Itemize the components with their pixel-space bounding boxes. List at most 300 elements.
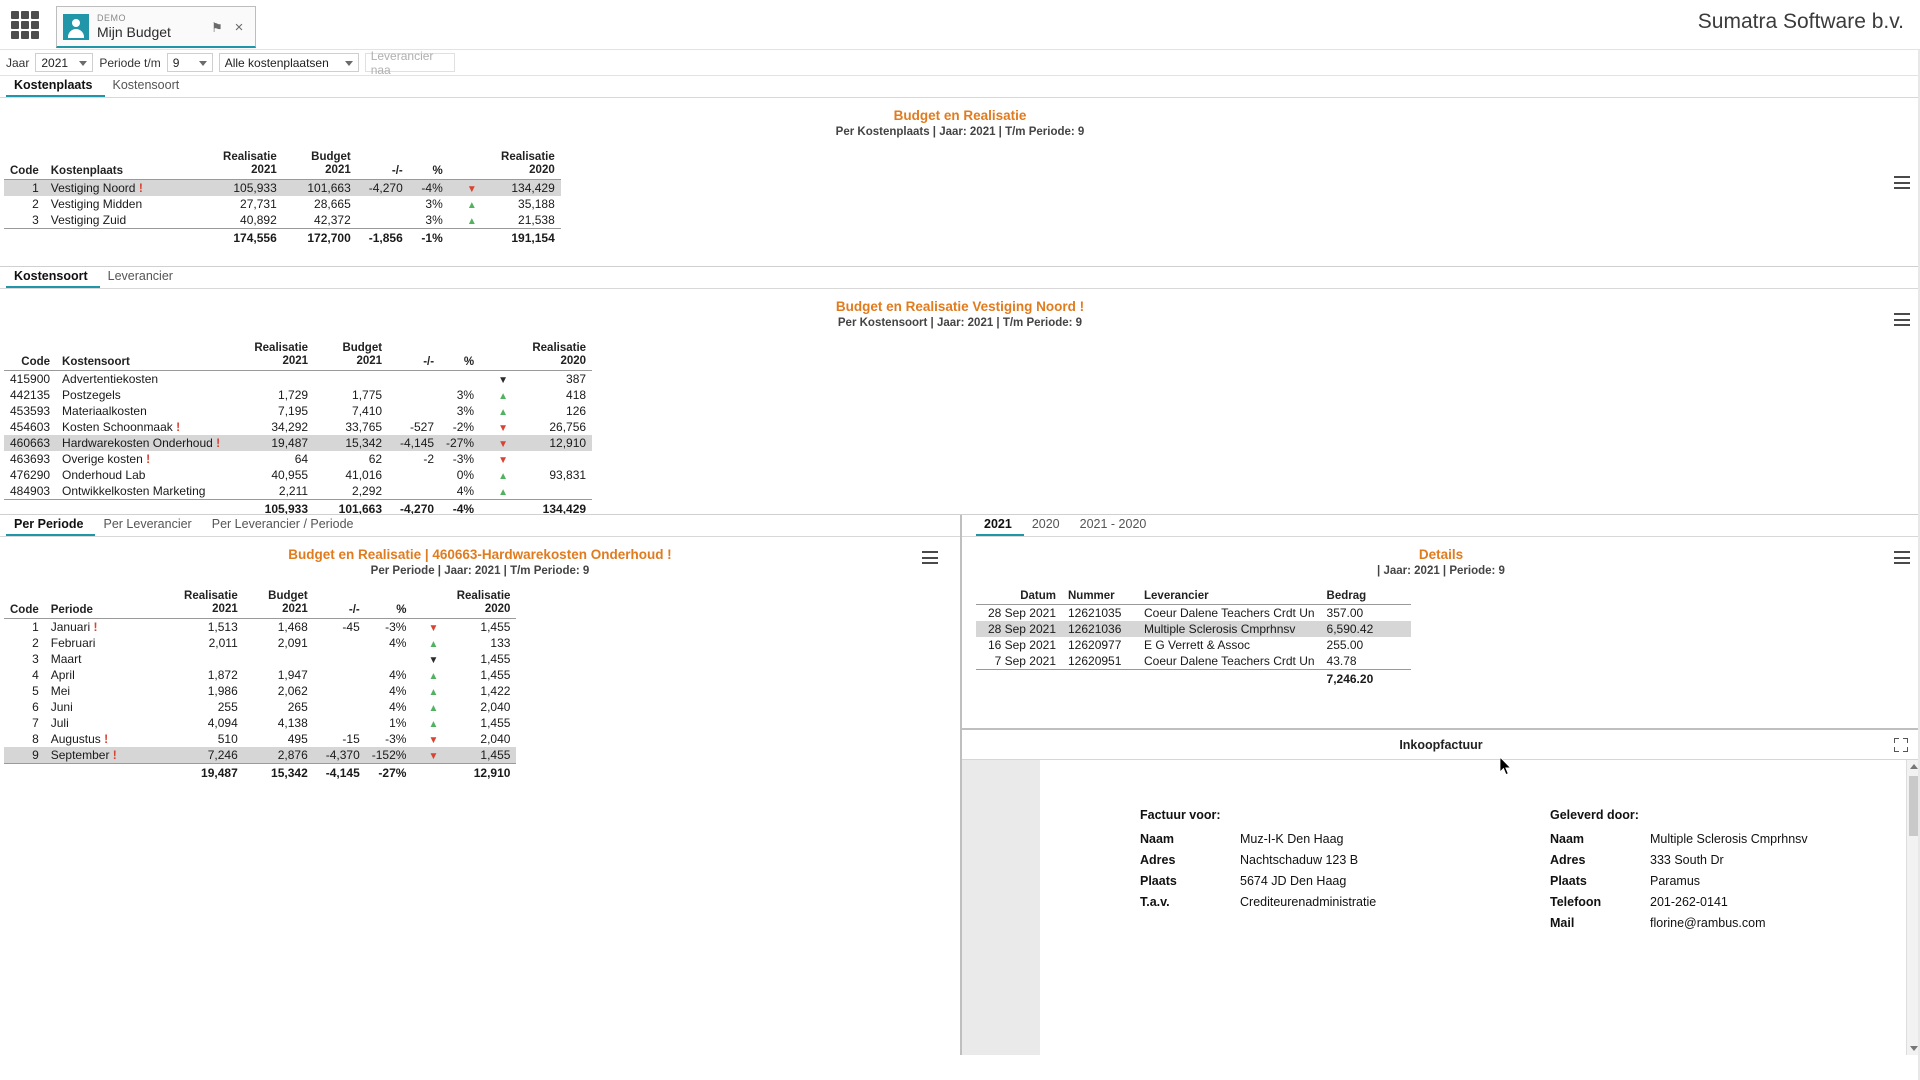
table-row[interactable] [4,435,592,451]
cell-diff: -2 [423,452,435,467]
cell-pct: 3% [456,404,475,419]
cell-code: 2 [32,197,39,212]
cell-budget-2021: 4,138 [277,716,308,731]
invoice-field-value: Multiple Sclerosis Cmprhnsv [1650,832,1808,846]
cell-datum: 7 Sep 2021 [994,654,1056,668]
cell-code: 453593 [10,404,51,419]
year-value: 2021 [41,55,69,70]
cell-budget-2021: 1,468 [277,620,308,635]
cell-total-pct: -27% [366,764,413,782]
invoice-field-label: Telefoon [1550,895,1602,909]
cell-total-realisatie-2021: 174,556 [205,229,283,247]
cell-budget-2021: 33,765 [345,420,383,435]
cell-budget-2021: 2,091 [277,636,308,651]
period-select[interactable] [167,53,213,72]
section3-menu-icon[interactable] [922,551,938,564]
cell-pct [440,371,480,388]
cell-diff [357,196,409,212]
cell-code: 2 [32,636,39,651]
scroll-up-icon[interactable] [1910,764,1918,769]
supplier-search-input[interactable] [365,48,455,77]
cell-realisatie-2020 [514,483,592,500]
cell-realisatie-2021: 255 [217,700,238,715]
cell-code: 4 [32,668,39,683]
table-row[interactable] [4,747,516,764]
table-row[interactable] [4,651,516,667]
cell-leverancier: Coeur Dalene Teachers Crdt Un [1144,654,1315,668]
cell-realisatie-2021: 4,094 [207,716,238,731]
cell-diff [388,403,440,419]
cell-pct: 3% [425,197,443,212]
cell-diff: -4,270 [357,180,409,197]
invoice-deliveredby-row [1550,916,1880,930]
invoice-billto-row [1140,853,1470,867]
trend-icon-up [449,196,483,212]
cell-budget-2021 [244,651,314,667]
cell-code: 460663 [4,435,56,451]
table-row[interactable] [4,483,592,500]
cell-realisatie-2020: 12,910 [514,435,592,451]
alert-icon: ! [138,181,143,196]
demo-label: DEMO [97,13,126,24]
cell-datum: 28 Sep 2021 [976,621,1062,637]
cell-code: 9 [4,747,45,764]
col-real-2020-top: Realisatie [456,590,511,602]
trend-icon-up [412,699,444,715]
col-budget-2021 [314,341,388,371]
col-budget-2021 [283,150,357,180]
title-bar [0,0,1920,50]
cell-total-bedrag: 7,246.20 [1321,670,1411,688]
cell-budget-2021: 1,947 [277,668,308,683]
cell-diff [314,635,366,651]
invoice-page [1040,760,1920,1055]
cell-diff [314,715,366,731]
cell-name: Hardwarekosten Onderhoud ! [56,435,236,451]
cell-nummer: 12620951 [1068,654,1122,668]
expand-icon[interactable] [1894,738,1908,752]
col-real-2021-bot: 2021 [251,164,277,177]
trend-icon-flat [412,651,444,667]
col-budget-2021-top: Budget [268,590,308,602]
cell-name: Materiaalkosten [62,404,147,419]
cell-bedrag: 357.00 [1326,606,1364,620]
section2-title: Budget en Realisatie Vestiging Noord ! [835,299,1085,314]
cell-pct: 1% [389,716,407,731]
costtype-table-body [4,371,592,518]
cell-total-realisatie-2020: 12,910 [444,764,516,782]
cell-total-code [4,764,45,782]
cell-pct: -4% [409,180,449,197]
cell-total-realisatie-2020: 191,154 [483,229,561,247]
cell-realisatie-2021: 34,292 [271,420,309,435]
col-real-2020-top: Realisatie [532,342,587,354]
cell-code: 6 [32,700,39,715]
trend-icon-up [412,635,444,651]
col-real-2020-bot: 2020 [484,603,511,616]
cell-total-realisatie-2020: 134,429 [514,500,592,518]
costcenter-section [0,76,1920,266]
cell-realisatie-2020 [514,451,592,467]
col-real-2021-top: Realisatie [254,342,309,354]
table-row[interactable] [4,196,561,212]
cell-name: Postzegels [62,388,121,403]
cell-diff: -4,145 [388,435,440,451]
table-row[interactable] [4,403,592,419]
cell-code: 463693 [10,452,51,467]
cell-diff [357,212,409,229]
cell-budget-2021: 2,876 [244,747,314,764]
period-label: Periode t/m [99,55,161,70]
alert-icon: ! [93,620,98,635]
cell-name: Advertentiekosten [62,372,159,387]
invoice-caption-bar [962,730,1920,760]
table-row[interactable] [4,731,516,747]
cell-realisatie-2021: 1,729 [278,388,309,403]
cell-realisatie-2021: 510 [217,732,238,747]
scroll-down-icon[interactable] [1910,1046,1918,1051]
cell-realisatie-2020: 35,188 [518,197,555,212]
col-diff: -/- [357,150,409,180]
cell-realisatie-2020: 1,422 [480,684,511,699]
cell-diff [314,683,366,699]
cell-code: 1 [4,180,45,197]
alert-icon: ! [216,436,221,451]
filter-bar [0,50,1920,76]
table-row[interactable] [976,621,1411,637]
cell-name: Januari ! [50,620,98,635]
cell-pct: 4% [389,684,407,699]
invoice-deliveredby-row [1550,874,1880,888]
cell-total-trend [412,764,444,782]
cell-pct: 4% [389,700,407,715]
details-tabstrip [962,515,1920,537]
cell-datum: 28 Sep 2021 [987,606,1056,620]
table-row[interactable] [4,387,592,403]
table-row[interactable] [4,699,516,715]
table-row[interactable] [4,715,516,731]
invoice-field-value: Nachtschaduw 123 B [1240,853,1359,867]
cell-realisatie-2021: 2,211 [278,484,309,499]
table-row[interactable] [4,467,592,483]
app-grid-icon[interactable] [8,8,42,42]
tab-per-leverancier-periode[interactable]: Per Leverancier / Periode [211,517,354,531]
cell-datum: 16 Sep 2021 [987,638,1056,652]
cell-budget-2021: 495 [287,732,308,747]
cell-name: Maart [50,652,82,667]
trend-icon-down [412,731,444,747]
cell-realisatie-2021: 7,195 [278,404,309,419]
cell-realisatie-2020: 1,455 [480,652,511,667]
cell-pct: -27% [440,435,480,451]
cell-diff: -4,370 [314,747,366,764]
col-real-2020 [514,341,592,371]
invoice-field-label: Naam [1140,832,1175,846]
period-table-body [4,619,516,782]
cell-name: Vestiging Midden [50,197,143,212]
col-diff: -/- [314,589,366,619]
cell-pct: -2% [452,420,475,435]
table-total-row [4,764,516,782]
costtype-table [4,341,592,517]
cell-realisatie-2021 [236,371,314,388]
user-avatar-icon [63,14,89,40]
close-icon[interactable]: × [234,19,244,36]
tab-2021[interactable]: 2021 [976,515,1024,536]
table-total-row [976,670,1411,688]
cell-diff: -45 [342,620,360,635]
cell-pct: -3% [385,620,407,635]
invoice-preview [962,760,1920,1055]
table-row[interactable] [976,605,1411,622]
cell-realisatie-2020: 2,040 [480,732,511,747]
costtype-section [0,266,1920,517]
invoice-bill-to-heading: Factuur voor: [1140,808,1221,822]
tab-kostenplaats[interactable]: Kostenplaats [6,76,105,97]
invoice-field-label: Plaats [1140,874,1177,888]
cell-pct: -3% [385,732,407,747]
alert-icon: ! [146,452,151,467]
invoice-deliveredby-row [1550,853,1880,867]
col-diff: -/- [388,341,440,371]
year-select[interactable] [35,53,93,72]
table-row[interactable] [4,371,592,388]
cell-name: Vestiging Zuid [50,213,127,228]
cell-realisatie-2020: 418 [566,388,587,403]
cell-diff [314,699,366,715]
cell-pct: 4% [389,636,407,651]
col-real-2021-top: Realisatie [184,590,238,602]
cell-budget-2021: 28,665 [314,197,351,212]
cell-total-realisatie-2021: 105,933 [236,500,314,518]
cell-realisatie-2021 [170,651,244,667]
col-code: Code [4,341,56,371]
cell-budget-2021: 41,016 [345,468,383,483]
cell-total-budget-2021: 101,663 [314,500,388,518]
tab-2020[interactable]: 2020 [1031,517,1060,531]
cell-realisatie-2021: 105,933 [205,180,283,197]
trend-icon-up [480,483,514,500]
tab-per-leverancier[interactable]: Per Leverancier [103,517,192,531]
cell-name: Kosten Schoonmaak ! [62,420,181,435]
cell-name: Overige kosten ! [62,452,151,467]
section1-menu-icon[interactable] [1894,176,1910,189]
cell-diff: -527 [410,420,435,435]
cell-name: Ontwikkelkosten Marketing [62,484,206,499]
cell-leverancier: E G Verrett & Assoc [1144,638,1251,652]
cell-budget-2021: 2,062 [277,684,308,699]
cell-pct [366,651,413,667]
tab-2021-2020[interactable]: 2021 - 2020 [1079,517,1147,531]
col-real-2020-bot: 2020 [560,355,587,368]
cell-code: 5 [32,684,39,699]
col-code: Code [4,589,45,619]
window-tab-mijn-budget[interactable] [56,6,256,48]
cell-pct: 0% [456,468,475,483]
cell-realisatie-2020: 1,455 [480,668,511,683]
col-budget-2021-bot: 2021 [325,164,351,177]
col-pct: % [366,589,413,619]
col-real-2021 [236,341,314,371]
invoice-billto-row [1140,832,1470,846]
invoice-field-value: florine@rambus.com [1650,916,1766,930]
table-row[interactable] [4,451,592,467]
invoice-delivered-by [1550,808,1880,937]
cell-code: 3 [32,213,39,228]
cell-realisatie-2021: 40,892 [240,213,277,228]
tab-kostensoort[interactable]: Kostensoort [6,267,100,288]
period-tabstrip [0,515,960,537]
cell-budget-2021: 2,292 [352,484,383,499]
table-row[interactable] [4,212,561,229]
cell-code: 7 [32,716,39,731]
invoice-field-label: Adres [1550,853,1586,867]
trend-icon-down [449,180,483,197]
cell-realisatie-2020: 26,756 [549,420,587,435]
cell-budget-2021: 1,775 [352,388,383,403]
col-real-2020 [444,589,516,619]
cell-realisatie-2021: 27,731 [240,197,277,212]
col-real-2020 [483,150,561,180]
section3-subtitle: Per Periode | Jaar: 2021 | T/m Periode: 9 [370,565,590,577]
details-table [976,589,1411,687]
cell-nummer: 12620977 [1068,638,1122,652]
col-budget-2021-bot: 2021 [282,603,308,616]
cell-code: 442135 [10,388,51,403]
pin-icon[interactable]: ⚑ [211,20,223,35]
cell-code: 415900 [10,372,51,387]
details-top [962,515,1920,730]
col-nummer: Nummer [1062,589,1138,605]
cell-bedrag: 255.00 [1326,638,1364,652]
invoice-field-label: Plaats [1550,874,1587,888]
col-datum: Datum [976,589,1062,605]
table-row[interactable] [4,180,561,197]
cell-budget-2021: 42,372 [314,213,351,228]
tab-leverancier[interactable]: Leverancier [107,269,173,283]
details-menu-icon[interactable] [1894,551,1910,564]
table-header-row [976,589,1411,605]
cell-pct: -152% [366,747,413,764]
cell-name: Mei [50,684,71,699]
cell-realisatie-2020: 387 [566,372,587,387]
cell-total-budget-2021: 172,700 [283,229,357,247]
cell-total-code [4,229,45,247]
invoice-deliveredby-row [1550,895,1880,909]
cell-realisatie-2020: 1,455 [444,747,516,764]
cell-budget-2021: 62 [368,452,383,467]
col-budget-2021 [244,589,314,619]
cell-realisatie-2021: 1,872 [207,668,238,683]
cell-realisatie-2021: 64 [294,452,309,467]
invoice-field-label: Mail [1550,916,1575,930]
table-row[interactable] [976,637,1411,653]
cell-total-label [45,764,170,782]
table-row[interactable] [4,635,516,651]
cell-name: April [50,668,75,683]
cell-realisatie-2021: 19,487 [236,435,314,451]
tab-kostensoort-top[interactable]: Kostensoort [112,78,180,92]
cell-diff [388,387,440,403]
invoice-gutter [962,760,1040,1055]
trend-icon-up [480,387,514,403]
cell-total-diff: -4,270 [388,500,440,518]
period-pane [0,515,962,1055]
col-real-2021-top: Realisatie [223,151,277,163]
period-table [4,589,516,781]
col-real-2020-top: Realisatie [501,151,555,163]
table-total-row [4,229,561,247]
cell-code: 484903 [10,484,51,499]
table-row[interactable] [4,683,516,699]
invoice-field-value: Paramus [1650,874,1701,888]
cell-total-pct: -4% [440,500,480,518]
table-row[interactable] [4,619,516,636]
cell-diff [388,467,440,483]
cell-diff: -15 [342,732,360,747]
table-row[interactable] [4,667,516,683]
invoice-field-value: Muz-I-K Den Haag [1240,832,1344,846]
section2-menu-icon[interactable] [1894,313,1910,326]
cell-bedrag: 43.78 [1326,654,1357,668]
details-table-body [976,605,1411,688]
cell-code: 3 [32,652,39,667]
cell-pct: 4% [389,668,407,683]
invoice-field-label: Adres [1140,853,1176,867]
cell-realisatie-2020: 134,429 [483,180,561,197]
cell-pct: 4% [456,484,475,499]
cell-realisatie-2020: 133 [490,636,511,651]
details-title: Details [1418,547,1464,562]
cell-budget-2021 [314,371,388,388]
cell-total-diff: -1,856 [357,229,409,247]
cell-name: Februari [50,636,96,651]
cell-budget-2021: 101,663 [283,180,357,197]
table-row[interactable] [976,653,1411,670]
details-subtitle: | Jaar: 2021 | Periode: 9 [1377,565,1505,577]
cell-code: 1 [32,620,39,635]
cell-total-trend [449,229,483,247]
cell-realisatie-2021: 1,513 [207,620,238,635]
cell-diff [314,651,366,667]
trend-icon-down [412,747,444,764]
cell-realisatie-2021: 1,986 [207,684,238,699]
trend-icon-up [412,683,444,699]
section1-subtitle: Per Kostenplaats | Jaar: 2021 | T/m Periode: 9 [835,126,1085,138]
table-row[interactable] [4,419,592,435]
col-name: Periode [45,589,170,619]
brand-label: Sumatra Software b.v. [1697,10,1904,33]
col-pct: % [440,341,480,371]
tab-per-periode[interactable]: Per Periode [6,515,95,536]
col-real-2021 [170,589,244,619]
invoice-bill-to [1140,808,1470,937]
invoice-deliveredby-row [1550,832,1880,846]
invoice-delivered-by-heading: Geleverd door: [1550,808,1639,822]
costcenter-table-body [4,180,561,247]
cell-code: 476290 [10,468,51,483]
cell-realisatie-2020: 21,538 [518,213,555,228]
cell-code: 454603 [10,420,51,435]
costcenter-select[interactable] [219,53,359,72]
cell-realisatie-2021: 40,955 [271,468,309,483]
cell-total-diff: -4,145 [314,764,366,782]
trend-icon-up [480,467,514,483]
cell-bedrag: 6,590.42 [1321,621,1411,637]
cell-nummer: 12621036 [1062,621,1138,637]
section3-title: Budget en Realisatie | 460663-Hardwarekosten Onderhoud ! [288,547,672,562]
table-header-row [4,589,516,619]
